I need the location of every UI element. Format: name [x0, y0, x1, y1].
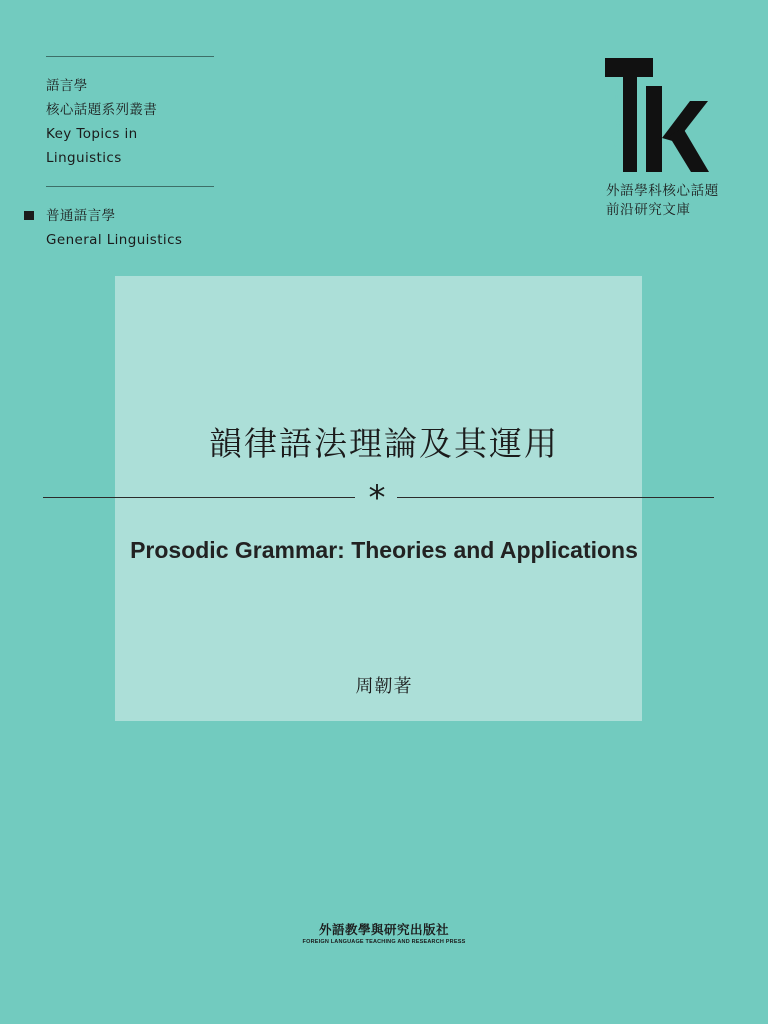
- subject-en: General Linguistics: [46, 232, 183, 248]
- book-title-zh: 韻律語法理論及其運用: [209, 424, 559, 463]
- publisher-zh: 外語教學與研究出版社: [318, 922, 449, 937]
- series-name-zh-2: 核心話題系列叢書: [46, 102, 158, 118]
- logo-caption: [606, 182, 719, 220]
- subject-bullet-icon: [24, 211, 34, 220]
- subject-info: [24, 204, 182, 252]
- author: 周韌著: [355, 676, 413, 697]
- book-title-en: Prosodic Grammar: Theories and Applications: [130, 537, 638, 563]
- logo-caption-line-2: 前沿研究文庫: [606, 202, 691, 218]
- subject-zh: 普通語言學: [46, 208, 116, 224]
- logo-caption-line-1: 外語學科核心話題: [606, 183, 719, 199]
- series-name-en-1: Key Topics in: [46, 126, 138, 142]
- logo-vertical-text: KEY TOPICS: [611, 84, 623, 156]
- series-top-rule: [46, 56, 214, 57]
- series-bottom-rule: [46, 186, 214, 187]
- title-divider-left: [43, 497, 355, 498]
- title-divider-right: [397, 497, 714, 498]
- key-topics-logo: [603, 56, 713, 176]
- series-name-en-2: Linguistics: [46, 150, 122, 166]
- series-info: [46, 74, 157, 170]
- publisher-en: FOREIGN LANGUAGE TEACHING AND RESEARCH PRESS: [302, 939, 466, 945]
- asterisk-ornament-icon: *: [368, 478, 386, 518]
- series-name-zh-1: 語言學: [46, 78, 88, 94]
